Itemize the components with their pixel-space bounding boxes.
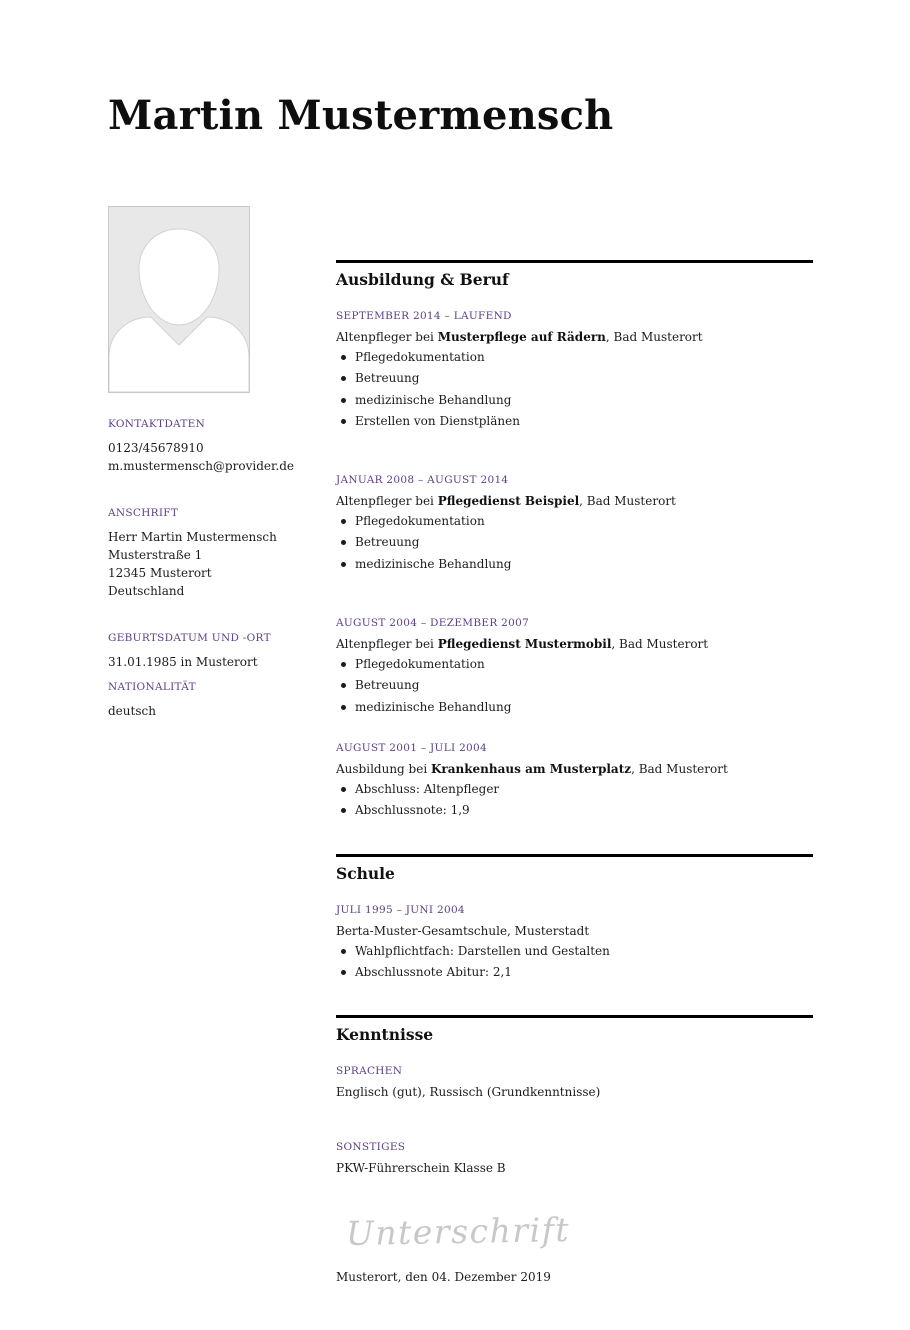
skills-languages-label: SPRACHEN [336, 1065, 403, 1077]
applicant-name: Martin Mustermensch [108, 92, 614, 139]
entry-date: AUGUST 2004 – DEZEMBER 2007 [336, 617, 530, 629]
address-line: Musterstraße 1 [108, 548, 203, 562]
entry-employer: Pflegedienst Mustermobil [437, 637, 612, 651]
list-item: Erstellen von Dienstplänen [336, 411, 520, 432]
entry-position [336, 328, 703, 346]
section-title-skills: Kenntnisse [336, 1025, 434, 1044]
list-item: Abschlussnote: 1,9 [336, 800, 499, 821]
entry-detail-list [336, 941, 610, 984]
entry-employer: Musterpflege auf Rädern [437, 330, 606, 344]
list-item: Pflegedokumentation [336, 654, 511, 675]
entry-location: , Bad Musterort [605, 330, 703, 344]
list-item: Betreuung [336, 532, 511, 553]
entry-date: SEPTEMBER 2014 – LAUFEND [336, 310, 512, 322]
list-item: medizinische Behandlung [336, 390, 520, 411]
entry-position [336, 635, 708, 653]
skills-languages-value: Englisch (gut), Russisch (Grundkenntnisse) [336, 1085, 601, 1099]
birth-value: 31.01.1985 in Musterort [108, 655, 258, 669]
list-item: Abschluss: Altenpfleger [336, 779, 499, 800]
list-item: Betreuung [336, 675, 511, 696]
address-line: Herr Martin Mustermensch [108, 530, 277, 544]
entry-school: Berta-Muster-Gesamtschule, Musterstadt [336, 924, 590, 938]
list-item: Pflegedokumentation [336, 347, 520, 368]
entry-location: , Bad Musterort [611, 637, 709, 651]
list-item: Betreuung [336, 368, 520, 389]
entry-role: Ausbildung bei [336, 762, 431, 776]
birth-label: GEBURTSDATUM UND -ORT [108, 632, 271, 644]
list-item: Wahlpflichtfach: Darstellen und Gestalten [336, 941, 610, 962]
entry-date: AUGUST 2001 – JULI 2004 [336, 742, 487, 754]
entry-task-list [336, 347, 520, 432]
section-rule [336, 854, 813, 857]
entry-role: Altenpfleger bei [336, 330, 438, 344]
skills-other-label: SONSTIGES [336, 1141, 406, 1153]
place-and-date: Musterort, den 04. Dezember 2019 [336, 1270, 551, 1284]
contact-email: m.mustermensch@provider.de [108, 459, 294, 473]
entry-role: Altenpfleger bei [336, 494, 438, 508]
skills-other-value: PKW-Führerschein Klasse B [336, 1161, 506, 1175]
profile-photo [108, 206, 250, 393]
address-line: Deutschland [108, 584, 185, 598]
contact-phone: 0123/45678910 [108, 441, 204, 455]
section-rule [336, 260, 813, 263]
entry-task-list [336, 511, 511, 575]
entry-date: JANUAR 2008 – AUGUST 2014 [336, 474, 509, 486]
list-item: medizinische Behandlung [336, 554, 511, 575]
entry-task-list [336, 654, 511, 718]
entry-date: JULI 1995 – JUNI 2004 [336, 904, 465, 916]
list-item: medizinische Behandlung [336, 697, 511, 718]
entry-employer: Pflegedienst Beispiel [437, 494, 580, 508]
entry-position [336, 492, 676, 510]
entry-position [336, 760, 728, 778]
address-line: 12345 Musterort [108, 566, 212, 580]
entry-role: Altenpfleger bei [336, 637, 438, 651]
list-item: Abschlussnote Abitur: 2,1 [336, 962, 610, 983]
entry-employer: Krankenhaus am Musterplatz [430, 762, 632, 776]
entry-location: , Bad Musterort [631, 762, 728, 776]
sidebar [108, 206, 308, 718]
contact-label: KONTAKTDATEN [108, 418, 206, 430]
person-silhouette-icon [109, 207, 249, 392]
list-item: Pflegedokumentation [336, 511, 511, 532]
section-rule [336, 1015, 813, 1018]
address-label: ANSCHRIFT [108, 507, 179, 519]
entry-location: , Bad Musterort [579, 494, 676, 508]
signature: Unterschrift [345, 1210, 571, 1253]
section-title-career: Ausbildung & Beruf [336, 270, 509, 289]
section-title-school: Schule [336, 864, 395, 883]
nationality-label: NATIONALITÄT [108, 681, 196, 693]
nationality-value: deutsch [108, 704, 156, 718]
entry-task-list [336, 779, 499, 822]
